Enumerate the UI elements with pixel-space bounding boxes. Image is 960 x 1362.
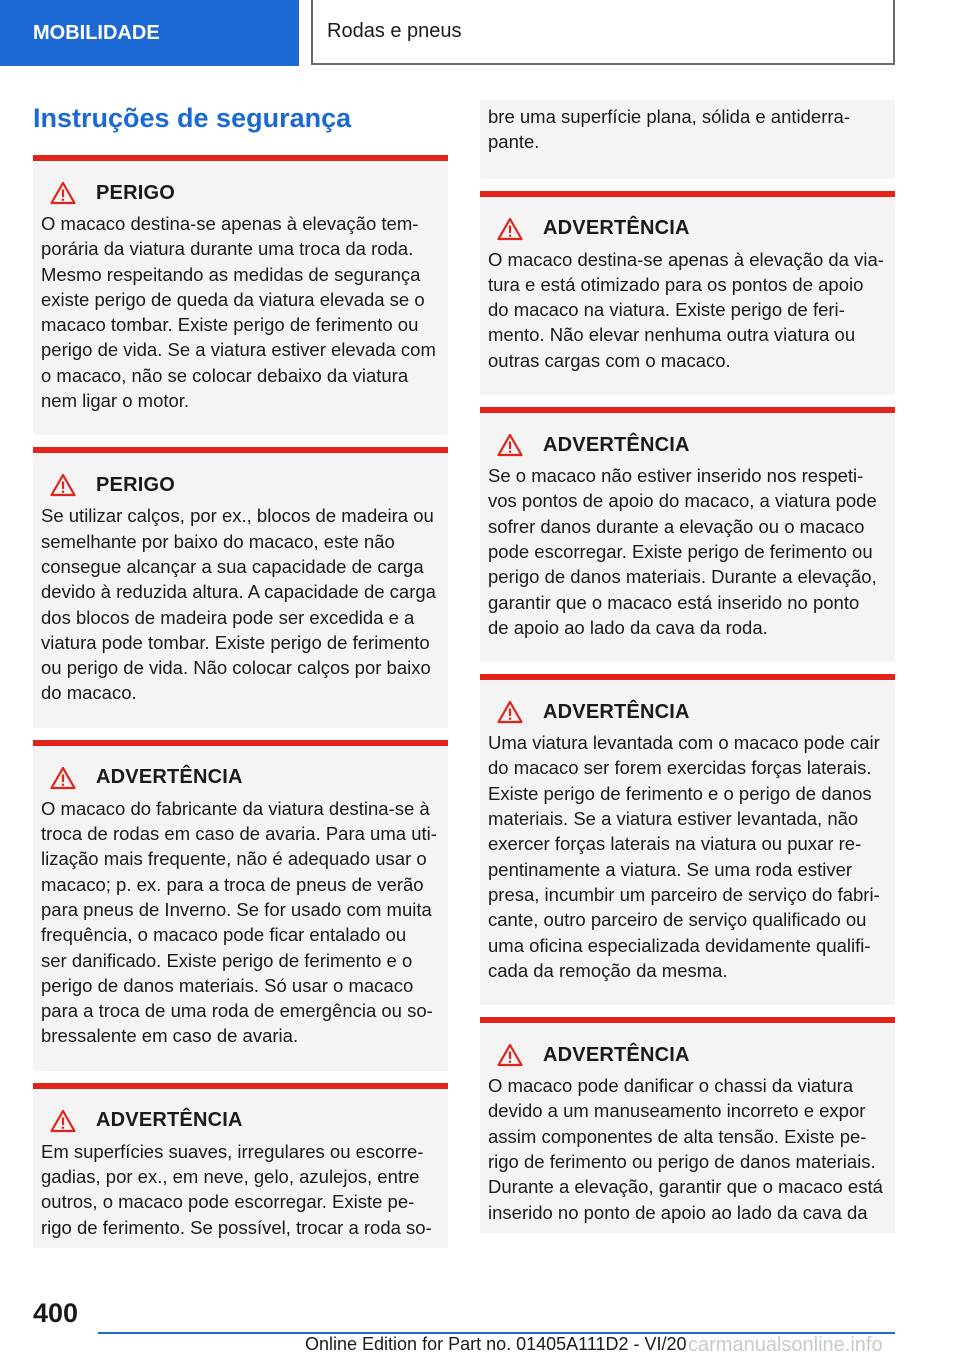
text-line: do macaco. <box>41 682 137 704</box>
warning-triangle-icon <box>50 1109 76 1133</box>
text-line: O macaco do fabricante da viatura destina-se à <box>41 797 430 819</box>
notice-text <box>41 1139 439 1240</box>
warning-triangle-icon <box>497 433 523 457</box>
watermark-text: carmanualsonline.info <box>688 1334 883 1356</box>
notice-label: ADVERTÊNCIA <box>96 766 243 789</box>
notice-header <box>41 1109 439 1133</box>
text-line: nem ligar o motor. <box>41 390 190 412</box>
safety-notice-box <box>480 1017 895 1233</box>
text-line: O macaco pode danificar o chassi da viatura <box>488 1075 854 1097</box>
text-line: Se o macaco não estiver inserido nos respeti- <box>488 465 864 487</box>
notice-header <box>41 766 439 790</box>
text-line: ser danificado. Existe perigo de ferimento e o <box>41 949 413 971</box>
safety-notice-box <box>480 407 895 662</box>
text-line: garantir que o macaco está inserido no ponto <box>488 591 860 613</box>
text-line: O macaco destina-se apenas à elevação tem- <box>41 213 419 234</box>
notice-label: PERIGO <box>96 473 175 496</box>
text-line: Em superfícies suaves, irregulares ou escorre- <box>41 1140 424 1162</box>
page-title: Instruções de segurança <box>33 103 352 133</box>
safety-notice-box <box>480 674 895 1005</box>
left-column <box>33 100 448 1260</box>
text-line: outros, o macaco pode escorregar. Existe pe- <box>41 1191 415 1213</box>
text-line: inserido no ponto de apoio ao lado da cava da <box>488 1201 868 1223</box>
text-line: outras cargas com o macaco. <box>488 349 731 371</box>
notice-text <box>488 463 886 640</box>
text-line: sofrer danos durante a elevação ou o macaco <box>488 515 865 537</box>
text-line: rigo de ferimento ou perigo de danos materiais. <box>488 1151 876 1173</box>
text-line: do macaco ser forem exercidas forças laterais. <box>488 757 872 779</box>
text-line: para a troca de uma roda de emergência ou so- <box>41 1000 433 1022</box>
text-line: Mesmo respeitando as medidas de segurança <box>41 263 421 285</box>
page-number: 400 <box>33 1298 79 1328</box>
notice-header <box>41 473 439 497</box>
text-line: frequência, o macaco pode ficar entalado ou <box>41 924 407 946</box>
text-line: bre uma superfície plana, sólida e antiderra- <box>488 106 850 127</box>
text-line: gadias, por ex., em neve, gelo, azulejos, entre <box>41 1166 420 1188</box>
safety-notice-box <box>33 155 448 435</box>
safety-notice-box <box>33 740 448 1071</box>
header-chapter-tab: Rodas e pneus <box>311 0 895 65</box>
header-section-tab: MOBILIDADE <box>0 0 299 66</box>
text-line: Uma viatura levantada com o macaco pode cair <box>488 732 880 754</box>
text-line: porária da viatura durante uma troca da roda. <box>41 238 414 260</box>
right-box-list <box>480 191 895 1233</box>
notice-label: ADVERTÊNCIA <box>543 700 690 723</box>
text-line: macaco; p. ex. para a troca de pneus de verão <box>41 873 424 895</box>
text-line: uma oficina especializada devidamente qualifi- <box>488 934 871 956</box>
text-line: mento. Não elevar nenhuma outra viatura ou <box>488 324 856 346</box>
warning-triangle-icon <box>50 766 76 790</box>
text-line: o macaco, não se colocar debaixo da viatura <box>41 364 409 386</box>
warning-triangle-icon <box>497 700 523 724</box>
text-line: dos blocos de madeira pode ser excedida e a <box>41 606 415 628</box>
text-line: cante, outro parceiro de serviço qualificado ou <box>488 909 867 931</box>
text-line: pentinamente a viatura. Se uma roda estiver <box>488 858 853 880</box>
warning-triangle-icon <box>497 217 523 241</box>
notice-header <box>488 217 886 241</box>
text-line: tura e está otimizado para os pontos de apoio <box>488 273 864 295</box>
text-line: pode escorregar. Existe perigo de ferimento ou <box>488 540 873 562</box>
left-box-list <box>33 155 448 1248</box>
text-line: viatura pode tombar. Existe perigo de ferimento <box>41 631 430 653</box>
notice-label: ADVERTÊNCIA <box>96 1109 243 1132</box>
text-line: Se utilizar calços, por ex., blocos de madeira ou <box>41 505 434 527</box>
text-line: Existe perigo de ferimento e o perigo de danos <box>488 782 872 804</box>
warning-triangle-icon <box>50 473 76 497</box>
text-line: bressalente em caso de avaria. <box>41 1025 299 1047</box>
notice-header <box>488 433 886 457</box>
notice-label: ADVERTÊNCIA <box>543 1043 690 1066</box>
text-line: troca de rodas em caso de avaria. Para uma uti- <box>41 823 437 845</box>
text-line: perigo de danos materiais. Durante a elevação, <box>488 566 877 588</box>
notice-header <box>488 700 886 724</box>
text-line: existe perigo de queda da viatura elevada se o <box>41 288 425 310</box>
notice-label: ADVERTÊNCIA <box>543 433 690 456</box>
text-line: vos pontos de apoio do macaco, a viatura pode <box>488 490 877 512</box>
continuation-text <box>488 104 886 155</box>
text-line: macaco tombar. Existe perigo de ferimento ou <box>41 314 419 336</box>
text-line: lização mais frequente, não é adequado usar o <box>41 848 427 870</box>
notice-header <box>41 181 439 205</box>
text-line: cada da remoção da mesma. <box>488 959 728 981</box>
text-line: devido a um manuseamento incorreto e expor <box>488 1100 866 1122</box>
text-line: para pneus de Inverno. Se for usado com muita <box>41 898 432 920</box>
text-line: materiais. Se a viatura estiver levantada, não <box>488 808 859 830</box>
text-line: de apoio ao lado da cava da roda. <box>488 616 768 638</box>
text-line: semelhante por baixo do macaco, este não <box>41 530 395 552</box>
right-column <box>480 100 895 1245</box>
notice-text <box>488 1073 886 1225</box>
text-line: presa, incumbir um parceiro de serviço do fabri- <box>488 883 880 905</box>
text-line: pante. <box>488 131 540 153</box>
notice-text <box>41 796 439 1049</box>
footer-edition: Online Edition for Part no. 01405A111D2 - VI/20 <box>305 1334 687 1354</box>
notice-text <box>488 730 886 983</box>
text-line: rigo de ferimento. Se possível, trocar a roda so- <box>41 1216 432 1238</box>
text-line: exercer forças laterais na viatura ou puxar re- <box>488 833 862 855</box>
safety-notice-box <box>480 191 895 395</box>
text-line: devido à reduzida altura. A capacidade de carga <box>41 581 436 603</box>
text-line: perigo de danos materiais. Só usar o macaco <box>41 974 414 996</box>
notice-header <box>488 1043 886 1067</box>
text-line: perigo de vida. Se a viatura estiver elevada com <box>41 339 436 361</box>
text-line: consegue alcançar a sua capacidade de carga <box>41 555 424 577</box>
notice-text <box>488 247 886 373</box>
notice-text <box>41 503 439 705</box>
text-line: ou perigo de vida. Não colocar calços por baixo <box>41 657 431 679</box>
safety-notice-box <box>33 447 448 727</box>
text-line: Durante a elevação, garantir que o macaco está <box>488 1176 883 1198</box>
notice-label: PERIGO <box>96 181 175 204</box>
text-line: O macaco destina-se apenas à elevação da via- <box>488 248 884 270</box>
notice-label: ADVERTÊNCIA <box>543 217 690 240</box>
warning-triangle-icon <box>50 181 76 205</box>
continuation-box <box>480 100 895 179</box>
notice-text <box>41 211 439 413</box>
safety-notice-box <box>33 1083 448 1248</box>
text-line: do macaco na viatura. Existe perigo de feri- <box>488 299 845 321</box>
text-line: assim componentes de alta tensão. Existe pe- <box>488 1125 867 1147</box>
warning-triangle-icon <box>497 1043 523 1067</box>
